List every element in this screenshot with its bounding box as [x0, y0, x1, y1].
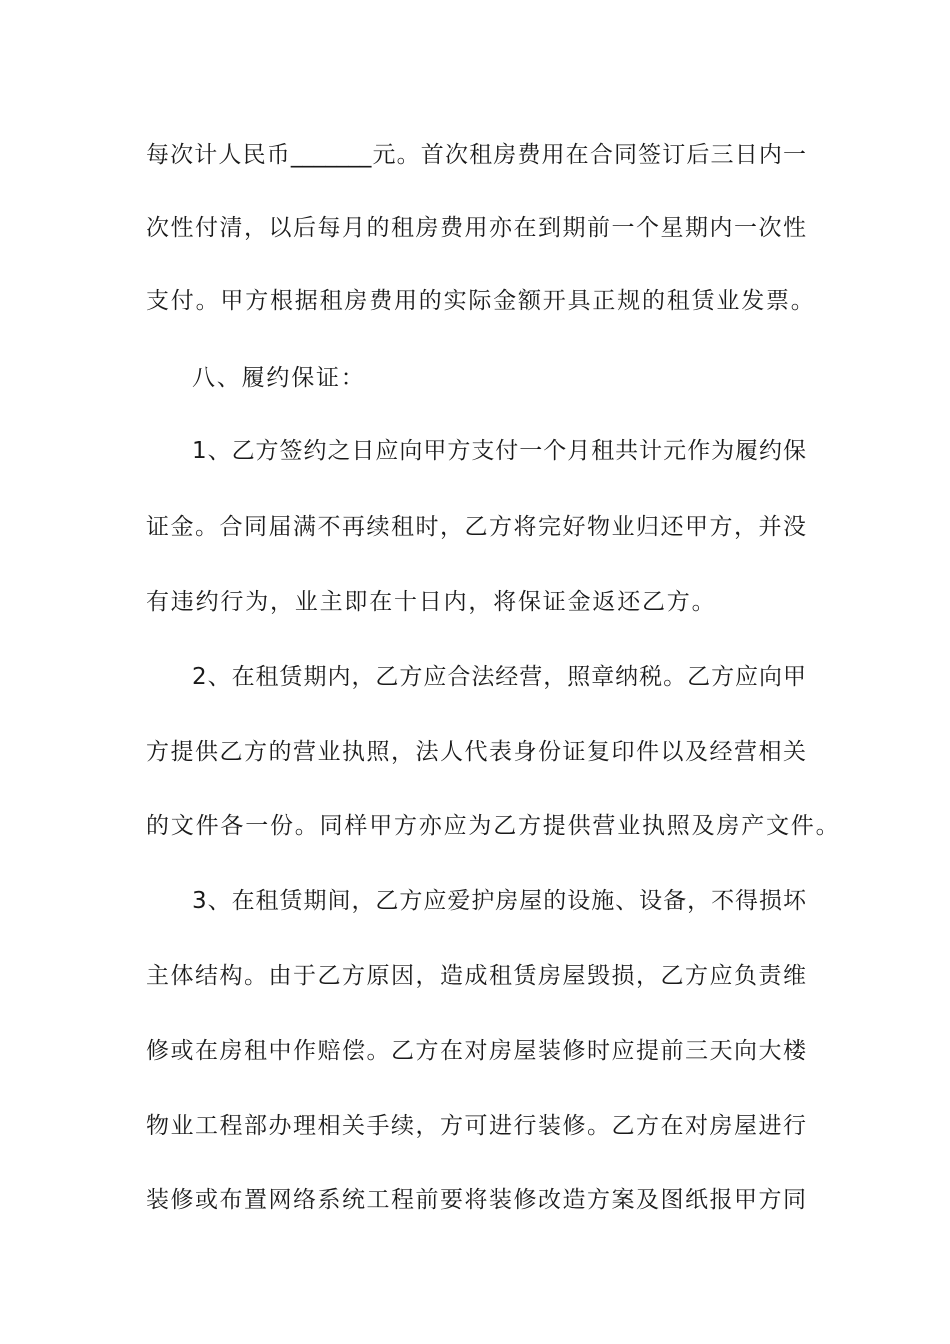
text-line: 装修或布置网络系统工程前要将装修改造方案及图纸报甲方同 [146, 1187, 806, 1213]
text-line: 物业工程部办理相关手续，方可进行装修。乙方在对房屋进行 [146, 1113, 806, 1139]
text-line: 主体结构。由于乙方原因，造成租赁房屋毁损，乙方应负责维 [146, 963, 806, 989]
text-line: 3、在租赁期间，乙方应爱护房屋的设施、设备，不得损坏 [192, 888, 806, 914]
text-line: 方提供乙方的营业执照，法人代表身份证复印件以及经营相关 [146, 739, 806, 765]
text-line: 次性付清，以后每月的租房费用亦在到期前一个星期内一次性 [146, 215, 806, 241]
text-line: 证金。合同届满不再续租时，乙方将完好物业归还甲方，并没 [146, 514, 806, 540]
text-line: 支付。甲方根据租房费用的实际金额开具正规的租赁业发票。 [146, 288, 816, 314]
text-line: 修或在房租中作赔偿。乙方在对房屋装修时应提前三天向大楼 [146, 1038, 806, 1064]
section-heading: 八、履约保证： [192, 365, 366, 391]
text-line: 有违约行为，业主即在十日内，将保证金返还乙方。 [146, 589, 717, 615]
text-line: 2、在租赁期内，乙方应合法经营，照章纳税。乙方应向甲 [192, 664, 806, 690]
text-line: 1、乙方签约之日应向甲方支付一个月租共计元作为履约保 [192, 438, 806, 464]
text-line: 的文件各一份。同样甲方亦应为乙方提供营业执照及房产文件。 [146, 813, 841, 839]
text-line: 每次计人民币_______元。首次租房费用在合同签订后三日内一 [146, 142, 806, 168]
